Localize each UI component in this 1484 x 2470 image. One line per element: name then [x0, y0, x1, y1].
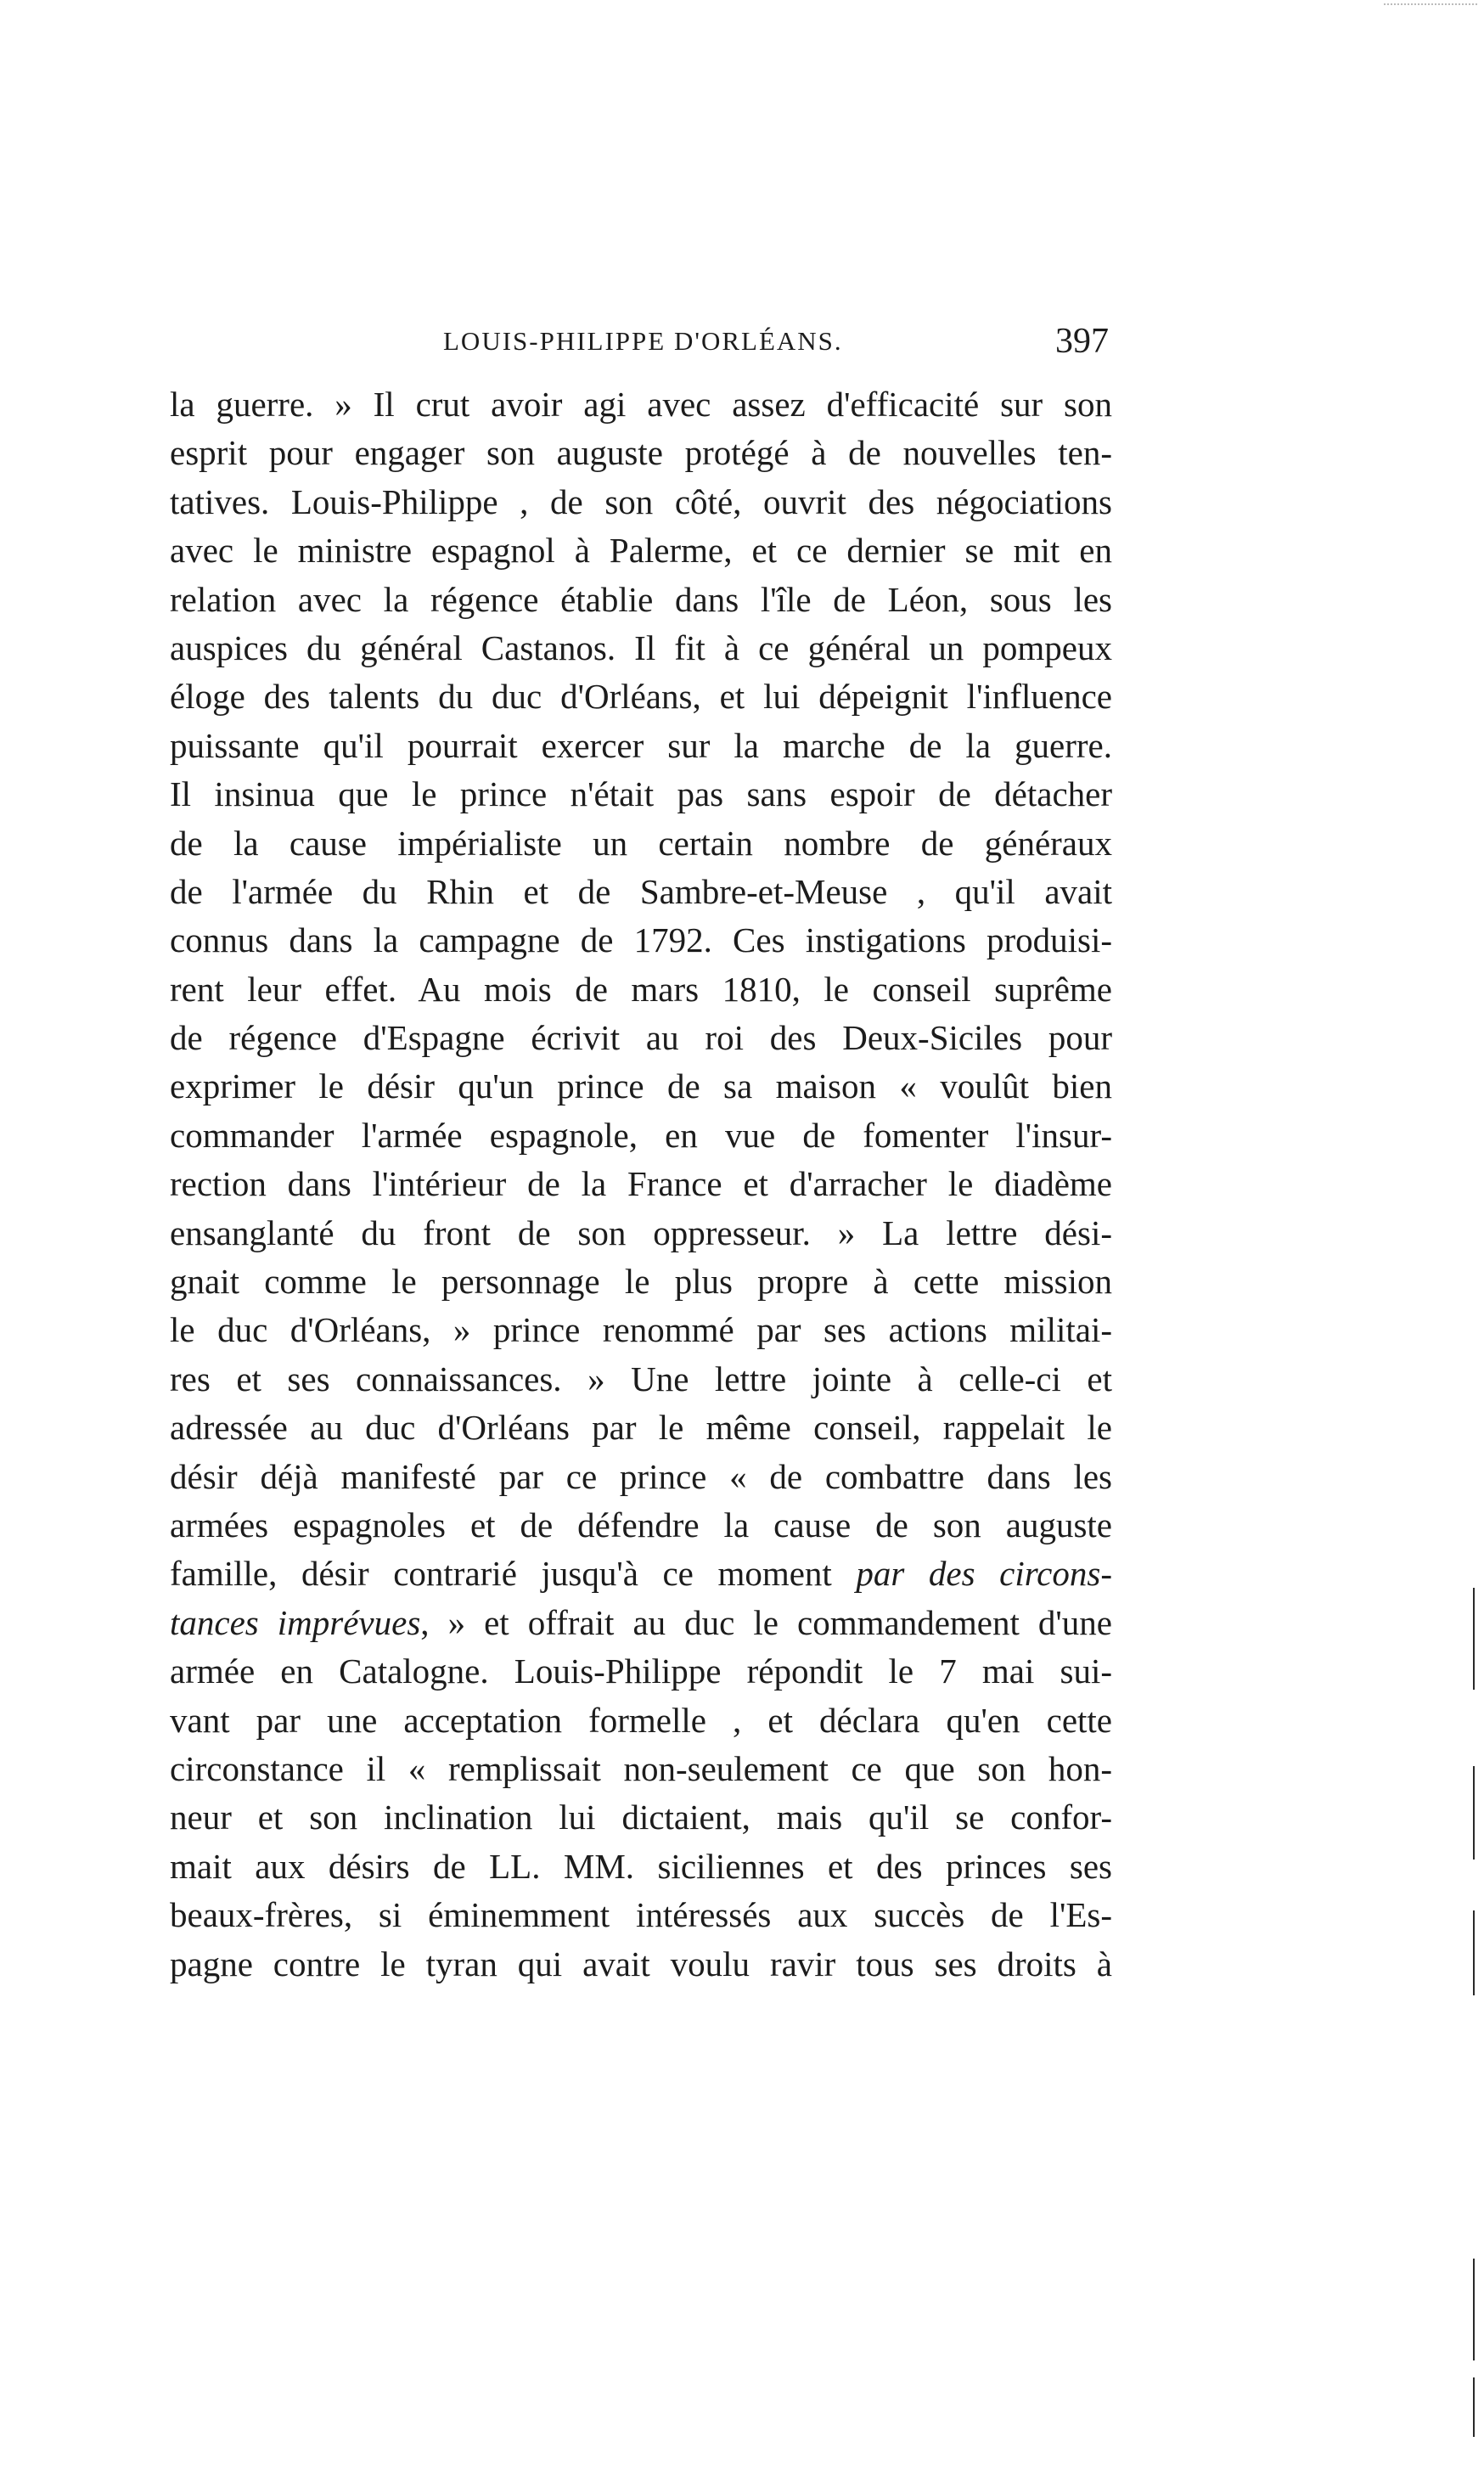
- text-line: auspices du général Castanos. Il fit à ce général un pompeux: [170, 627, 1112, 667]
- text-line: rent leur effet. Au mois de mars 1810, le conseil suprême: [170, 969, 1112, 1009]
- page-header: [170, 321, 1112, 369]
- text-line: de la cause impérialiste un certain nombre de généraux: [170, 823, 1112, 863]
- text-line: beaux-frères, si éminemment intéressés aux succès de l'Es-: [170, 1895, 1112, 1935]
- text-line: désir déjà manifesté par ce prince « de combattre dans les: [170, 1456, 1112, 1496]
- text-line: le duc d'Orléans, » prince renommé par ses actions militai-: [170, 1310, 1112, 1350]
- scan-edge-mark: [1473, 2259, 1475, 2360]
- running-title: LOUIS-PHILIPPE D'ORLÉANS.: [443, 326, 843, 356]
- text-line: de l'armée du Rhin et de Sambre-et-Meuse , qu'il avait: [170, 871, 1112, 911]
- italic-phrase: tances imprévues: [170, 1602, 421, 1642]
- text-line: avec le ministre espagnol à Palerme, et ce dernier se mit en: [170, 531, 1112, 571]
- text-line: vant par une acceptation formelle , et déclara qu'en cette: [170, 1700, 1112, 1740]
- text-line: armée en Catalogne. Louis-Philippe répondit le 7 mai sui-: [170, 1651, 1112, 1691]
- body-text: [170, 380, 1112, 1989]
- scan-edge-dots: [1384, 3, 1477, 7]
- scan-edge-mark: [1473, 1766, 1475, 1860]
- text-line: de régence d'Espagne écrivit au roi des Deux-Siciles pour: [170, 1018, 1112, 1058]
- text-line: esprit pour engager son auguste protégé à de nouvelles ten-: [170, 433, 1112, 473]
- text-line: commander l'armée espagnole, en vue de fomenter l'insur-: [170, 1115, 1112, 1155]
- text-line: res et ses connaissances. » Une lettre jointe à celle-ci et: [170, 1359, 1112, 1398]
- text-line: Il insinua que le prince n'était pas sans espoir de détacher: [170, 774, 1112, 814]
- text-line: neur et son inclination lui dictaient, mais qu'il se confor-: [170, 1798, 1112, 1837]
- text-line: tatives. Louis-Philippe , de son côté, ouvrit des négociations: [170, 481, 1112, 521]
- text-line: pagne contre le tyran qui avait voulu ravir tous ses droits à: [170, 1944, 1112, 1983]
- text-line: tances imprévues, » et offrait au duc le commandement d'une: [170, 1602, 1112, 1642]
- text-line: gnait comme le personnage le plus propre à cette mission: [170, 1262, 1112, 1302]
- text-line: relation avec la régence établie dans l'île de Léon, sous les: [170, 579, 1112, 619]
- text-line: puissante qu'il pourrait exercer sur la marche de la guerre.: [170, 725, 1112, 765]
- text-line: exprimer le désir qu'un prince de sa maison « voulût bien: [170, 1066, 1112, 1106]
- scan-edge-mark: [1473, 1588, 1475, 1690]
- text-line: circonstance il « remplissait non-seulement ce que son hon-: [170, 1748, 1112, 1788]
- text-line: la guerre. » Il crut avoir agi avec assez d'efficacité sur son: [170, 385, 1112, 424]
- text-line: famille, désir contrarié jusqu'à ce moment par des circons-: [170, 1554, 1112, 1594]
- text-line: rection dans l'intérieur de la France et d'arracher le diadème: [170, 1164, 1112, 1204]
- text-line: éloge des talents du duc d'Orléans, et lui dépeignit l'influence: [170, 677, 1112, 717]
- page-number: 397: [1055, 322, 1109, 361]
- text-line: ensanglanté du front de son oppresseur. » La lettre dési-: [170, 1212, 1112, 1252]
- text-line: armées espagnoles et de défendre la cause de son auguste: [170, 1505, 1112, 1544]
- italic-phrase: par des circons-: [856, 1554, 1112, 1594]
- text-line: mait aux désirs de LL. MM. siciliennes et des princes ses: [170, 1846, 1112, 1886]
- scan-edge-mark: [1473, 1910, 1475, 1995]
- scan-edge-mark: [1473, 2377, 1475, 2437]
- text-line: adressée au duc d'Orléans par le même conseil, rappelait le: [170, 1408, 1112, 1448]
- text-line: connus dans la campagne de 1792. Ces instigations produisi-: [170, 920, 1112, 960]
